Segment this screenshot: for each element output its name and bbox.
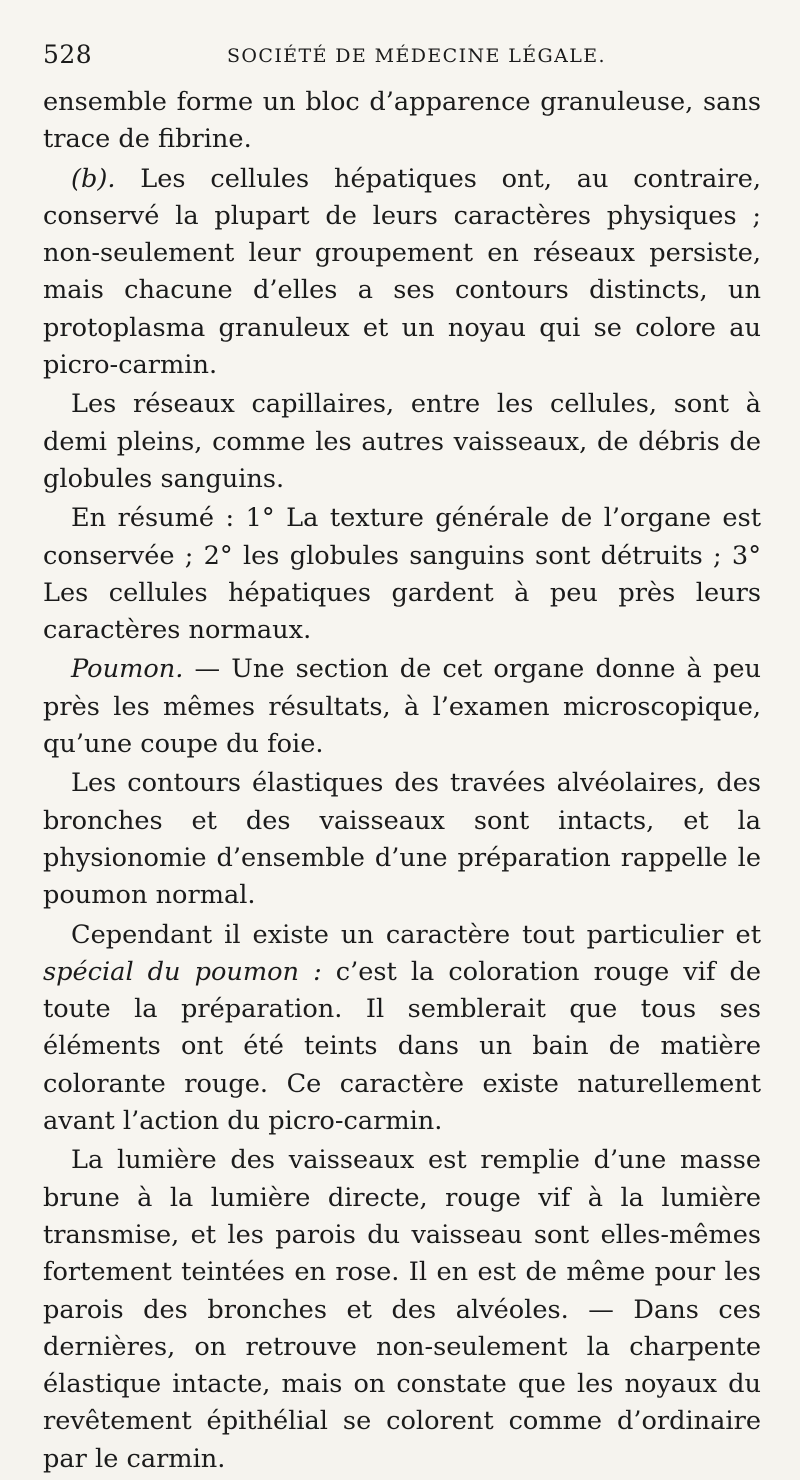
paragraph-elastic-contours: Les contours élastiques des travées alvéolaires, des bronches et des vaisseaux sont intacts, et la physionomie d’ensemble d’une préparation rappelle le poumon normal.	[43, 768, 761, 911]
running-head	[43, 40, 760, 72]
running-title: SOCIÉTÉ DE MÉDECINE LÉGALE.	[227, 45, 606, 67]
paragraph-continuation: ensemble forme un bloc d’apparence granuleuse, sans trace de fibrine.	[43, 87, 761, 155]
paragraph-capillaries: Les réseaux capillaires, entre les cellules, sont à demi pleins, comme les autres vaisseaux, de débris de globules sanguins.	[43, 389, 761, 494]
paragraph-hepatic-cells	[43, 161, 761, 385]
paragraph-text: c’est la coloration rouge vif de toute la préparation. Il semblerait que tous ses éléments ont été teints dans un bain de matière colorante rouge. Ce caractère existe naturellement avant l’action du picro-carmin.	[43, 956, 761, 1137]
paragraph-summary: En résumé : 1° La texture générale de l’organe est conservée ; 2° les globules sanguins sont détruits ; 3° Les cellules hépatiques gardent à peu près leurs caractères normaux.	[43, 503, 761, 646]
paragraph-text: — Une section de cet organe donne à peu près les mêmes résultats, à l’examen microscopique, qu’une coupe du foie.	[43, 654, 761, 760]
paragraph-vessels: La lumière des vaisseaux est remplie d’une masse brune à la lumière directe, rouge vif à la lumière transmise, et les parois du vaisseau sont elles-mêmes fortement teintées en rose. Il en est de même pour les parois des bronches et des alvéoles. — Dans ces dernières, on retrouve non-seulement la charpente élastique intacte, mais on constate que les noyaux du revêtement épithélial se colorent comme d’ordinaire par le carmin.	[43, 1145, 761, 1474]
paragraph-lung	[43, 651, 761, 763]
emphasis-special-lung: spécial du poumon :	[43, 956, 322, 987]
paragraph-text: Les cellules hépatiques ont, au contraire, conservé la plupart de leurs caractères physiques ; non-seulement leur groupement en réseaux persiste, mais chacune d’elles a ses contours distincts, un protoplasma granuleux et un noyau qui se colore au picro-carmin.	[43, 163, 761, 381]
page-number: 528	[43, 40, 93, 69]
paragraph-lead-poumon: Poumon.	[71, 654, 184, 685]
paragraph-text-before: Cependant il existe un caractère tout particulier et	[71, 919, 761, 950]
paragraph-lead-b: (b).	[71, 163, 116, 194]
paragraph-coloration	[43, 917, 761, 1141]
body-text	[43, 84, 761, 1480]
